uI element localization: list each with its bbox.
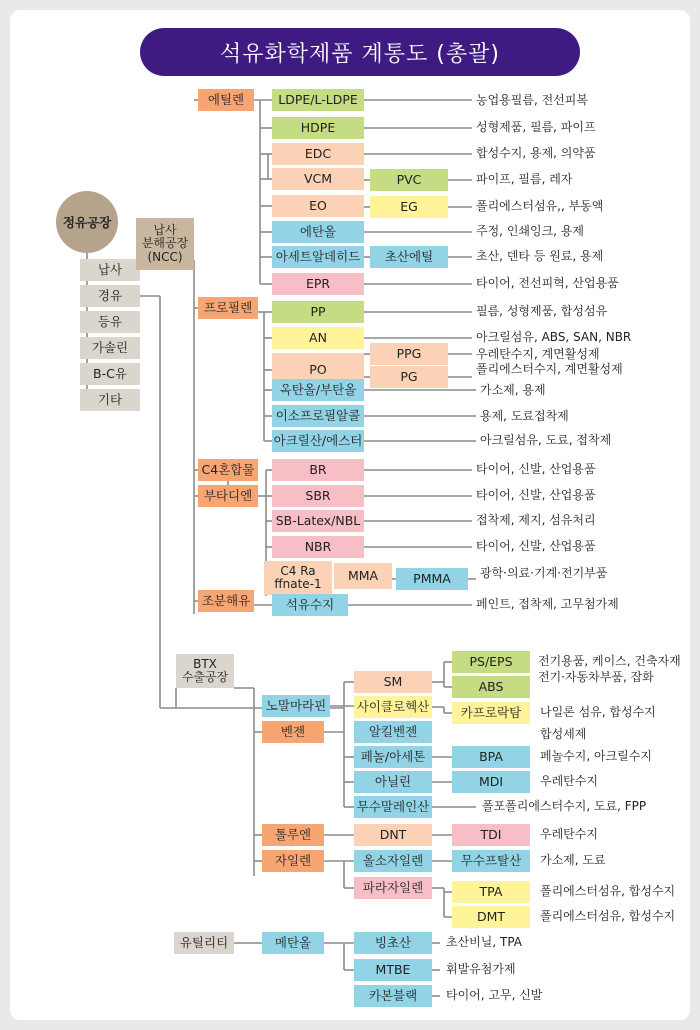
btx-plant-node: BTX 수출공장 (176, 654, 234, 688)
petroleum-resin-use: 페인트, 접착제, 고무첨가제 (476, 597, 619, 611)
caprolactam-use: 나일론 섬유, 합성수지 (540, 705, 656, 719)
bpa-node: BPA (452, 746, 530, 768)
maleic-anhydride-node: 무수말레인산 (354, 796, 432, 818)
ps-eps-use: 전기용품, 케이스, 건축자재 (538, 654, 681, 668)
refinery-node: 정유공장 (56, 191, 118, 253)
dnt-node: DNT (354, 824, 432, 846)
eo-node: EO (272, 195, 364, 217)
octanol-use: 가소제, 용제 (480, 383, 546, 397)
epr-use: 타이어, 전선피혁, 산업용품 (476, 276, 619, 290)
phthalic-anhydride-use: 가소제, 도료 (540, 853, 606, 867)
cyclohexane-node: 사이클로헥산 (354, 696, 432, 718)
diagram-canvas (10, 10, 690, 1020)
raffinate-node: C4 Ra ffnate-1 (264, 561, 332, 595)
pvc-use: 파이프, 필름, 레자 (476, 172, 573, 186)
pp-use: 필름, 성형제품, 합성섬유 (476, 304, 608, 318)
pp-node: PP (272, 301, 364, 323)
pvc-node: PVC (370, 169, 448, 191)
methanol-node: 메탄올 (262, 932, 324, 954)
ncc-node: 납사 분해공장 (NCC) (136, 218, 194, 270)
tdi-node: TDI (452, 824, 530, 846)
hdpe-node: HDPE (272, 117, 364, 139)
dmt-node: DMT (452, 906, 530, 928)
diagram-title: 석유화학제품 계통도 (총괄) (140, 28, 580, 76)
tpa-node: TPA (452, 881, 530, 903)
br-node: BR (272, 459, 364, 481)
mdi-node: MDI (452, 771, 530, 793)
mtbe-use: 휘발유첨가제 (446, 962, 516, 976)
acetic-acid-node: 빙초산 (354, 932, 432, 954)
alkylbenzene-node: 알킬벤젠 (354, 721, 432, 743)
pmma-use: 광학·의료·기계·전기부품 (480, 566, 608, 580)
refinery-output-kerosene: 등유 (80, 311, 140, 333)
ethyl-acetate-use: 초산, 덴타 등 원료, 용제 (476, 249, 604, 263)
tdi-use: 우레탄수지 (540, 827, 598, 841)
phthalic-anhydride-node: 무수프탈산 (452, 850, 530, 872)
acrylic-acid-node: 아크릴산/에스터 (272, 430, 364, 452)
mma-node: MMA (334, 563, 392, 589)
ethyl-acetate-node: 초산에틸 (370, 246, 448, 268)
pg-node: PG (370, 366, 448, 388)
propylene-node: 프로필렌 (198, 297, 258, 319)
acetaldehyde-node: 아세트알데히드 (272, 246, 364, 268)
an-node: AN (272, 327, 364, 349)
normal-paraffin-node: 노말마라핀 (262, 695, 330, 717)
pmma-node: PMMA (396, 568, 468, 590)
vcm-node: VCM (272, 168, 364, 190)
an-use: 아크릴섬유, ABS, SAN, NBR (476, 330, 632, 344)
dmt-use: 폴리에스터섬유, 합성수지 (540, 909, 676, 923)
refinery-output-naphtha: 납사 (80, 259, 140, 281)
epr-node: EPR (272, 273, 364, 295)
ppg-node: PPG (370, 343, 448, 365)
carbon-black-node: 카본블랙 (354, 985, 432, 1007)
abs-node: ABS (452, 676, 530, 698)
acetic-acid-use: 초산비닐, TPA (446, 935, 523, 949)
caprolactam-node: 카프로락탐 (452, 702, 530, 724)
sb-latex-use: 접착제, 제지, 섬유처리 (476, 513, 596, 527)
octanol-node: 옥탄올/부탄올 (272, 379, 364, 401)
refinery-output-bc-oil: B-C유 (80, 363, 140, 385)
ldpe-use: 농업용필름, 전선피복 (476, 93, 588, 107)
refinery-output-other: 기타 (80, 389, 140, 411)
sm-node: SM (354, 671, 432, 693)
sb-latex-node: SB-Latex/NBL (272, 510, 364, 532)
pg-use: 폴리에스터수지, 계면활성제 (476, 362, 623, 376)
xylene-node: 자일렌 (262, 850, 324, 872)
ppg-use: 우레탄수지, 계면활성제 (476, 347, 600, 361)
refinery-output-gasoline: 가솔린 (80, 337, 140, 359)
paraxylene-node: 파라자일렌 (354, 877, 432, 899)
eg-use: 폴리에스터섬유,, 부동액 (476, 199, 604, 213)
toluene-node: 톨루엔 (262, 824, 324, 846)
hdpe-use: 성형제품, 필름, 파이프 (476, 120, 596, 134)
br-use: 타이어, 신발, 산업용품 (476, 462, 596, 476)
ipa-node: 이소프로필알콜 (272, 405, 364, 427)
maleic-anhydride-use: 폴포폴리에스터수지, 도료, FPP (482, 799, 647, 813)
ethylene-node: 에틸렌 (198, 89, 254, 111)
ps-eps-node: PS/EPS (452, 651, 530, 673)
sbr-use: 타이어, 신발, 산업용품 (476, 488, 596, 502)
ipa-use: 용제, 도료접착제 (480, 409, 569, 423)
ldpe-node: LDPE/L-LDPE (272, 89, 364, 111)
butadiene-node: 부타디엔 (198, 485, 258, 507)
edc-node: EDC (272, 143, 364, 165)
alkylbenzene-use: 합성세제 (540, 727, 587, 741)
acrylic-acid-use: 아크릴섬유, 도료, 접착제 (480, 433, 612, 447)
sbr-node: SBR (272, 485, 364, 507)
pyrolysis-oil-node: 조분해유 (198, 590, 254, 612)
utility-node: 유틸리티 (174, 932, 234, 954)
eg-node: EG (370, 196, 448, 218)
mtbe-node: MTBE (354, 959, 432, 981)
tpa-use: 폴리에스터섬유, 합성수지 (540, 884, 676, 898)
ethanol-use: 주정, 인쇄잉크, 용제 (476, 224, 584, 238)
po-node: PO (272, 353, 364, 387)
nbr-use: 타이어, 신발, 산업용품 (476, 539, 596, 553)
benzene-node: 벤젠 (262, 721, 324, 743)
aniline-node: 아닐린 (354, 771, 432, 793)
abs-use: 전기·자동차부품, 잡화 (538, 670, 654, 684)
bpa-use: 페놀수지, 아크릴수지 (540, 749, 652, 763)
refinery-output-diesel: 경유 (80, 285, 140, 307)
petroleum-resin-node: 석유수지 (272, 594, 348, 616)
orthoxylene-node: 올소자일렌 (354, 850, 432, 872)
mdi-use: 우레탄수지 (540, 774, 598, 788)
carbon-black-use: 타이어, 고무, 신발 (446, 988, 543, 1002)
phenol-acetone-node: 페놀/아세톤 (354, 746, 432, 768)
edc-use: 합성수지, 용제, 의약품 (476, 146, 596, 160)
c4-mixture-node: C4혼합물 (198, 459, 258, 481)
ethanol-node: 에탄올 (272, 221, 364, 243)
nbr-node: NBR (272, 536, 364, 558)
